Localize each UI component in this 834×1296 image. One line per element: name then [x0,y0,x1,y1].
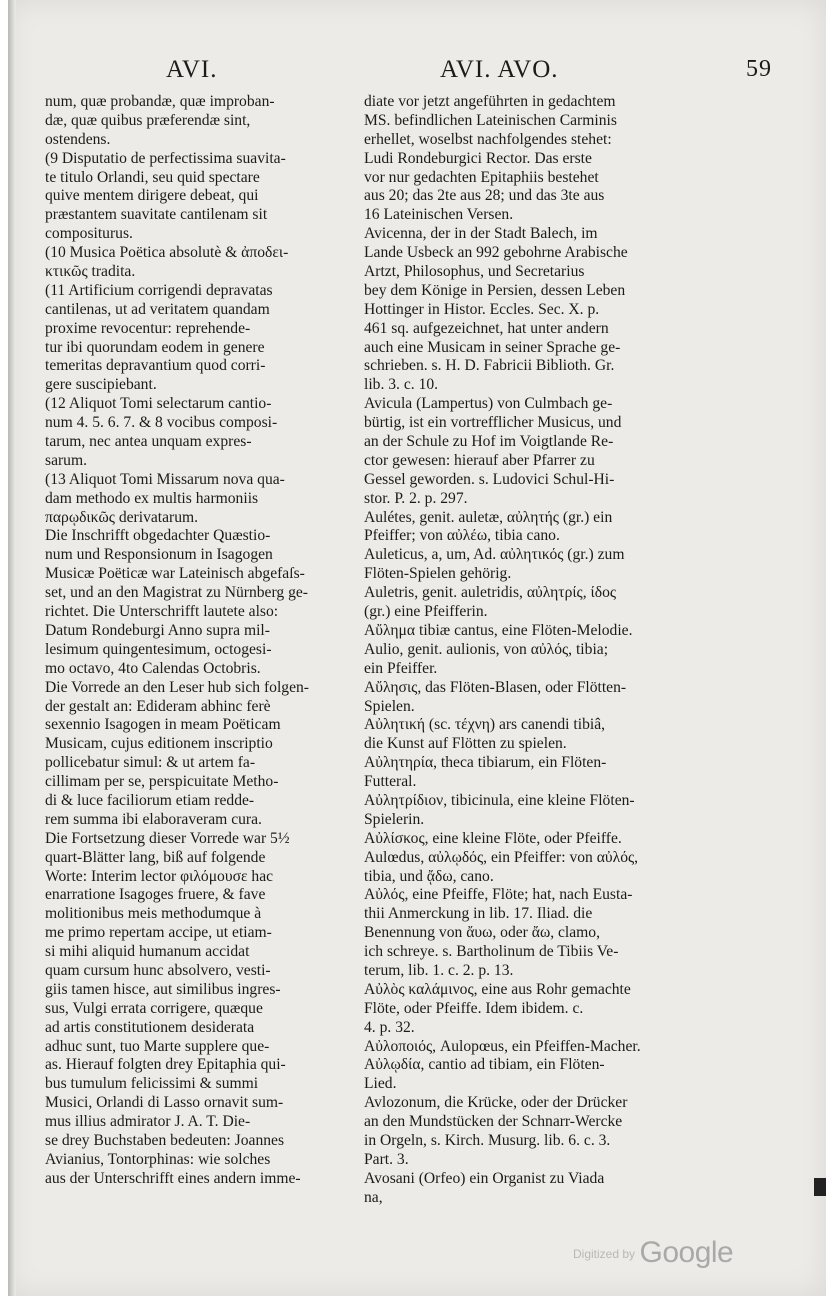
text-line: mo octavo, 4to Calendas Octobris. [45,659,261,677]
text-line: pollicebatur simul: & ut artem fa- [45,754,256,772]
text-line: Datum Rondeburgi Anno supra mil- [45,621,270,639]
text-line: (10 Musica Poëtica absolutè & ἀποδει- [45,244,289,262]
header-right-keyword: AVI. AVO. [440,56,559,83]
text-line: num 4. 5. 6. 7. & 8 vocibus composi- [45,414,278,432]
text-line: proxime revocentur: reprehende- [45,319,251,337]
text-line: Hottinger in Histor. Eccles. Sec. X. p. [364,300,600,318]
text-line: giis tamen hisce, aut similibus ingres- [45,980,281,998]
text-line: me primo repertam accipe, ut etiam- [45,924,272,942]
text-line: terum, lib. 1. c. 2. p. 13. [364,961,514,979]
text-line: quive mentem dirigere debeat, qui [45,187,259,205]
text-line: Aulétes, genit. auletæ, αὐλητής (gr.) ein [364,508,613,526]
text-line: thii Anmerckung in lib. 17. Iliad. die [364,905,593,923]
text-line: Αὐλητρίδιον, tibicinula, eine kleine Flöten- [364,791,635,809]
scan-corner-mark [814,1178,826,1196]
text-line: schrieben. s. H. D. Fabricii Biblioth. Gr. [364,357,615,375]
text-line: Musicæ Poëticæ war Lateinisch abgefaſs- [45,565,305,583]
text-line: gere suscipiebant. [45,376,157,394]
text-line: as. Hierauf folgten drey Epitaphia qui- [45,1056,286,1074]
text-line: Αὐλῳδία, cantio ad tibiam, ein Flöten- [364,1056,605,1074]
text-line: 16 Lateinischen Versen. [364,206,514,224]
text-line: dam methodo ex multis harmoniis [45,489,259,507]
text-line: Flöten-Spielen gehörig. [364,565,512,583]
text-line: ich schreye. s. Bartholinum de Tibiis Ve- [364,943,619,961]
text-line: Worte: Interim lector φιλόμουσε hac [45,867,274,885]
text-line: Αὐλοποιός, Aulopœus, ein Pfeiffen-Macher. [364,1037,641,1055]
text-line: bus tumulum felicissimi & summi [45,1075,259,1093]
text-line: (13 Aliquot Tomi Missarum nova qua- [45,470,285,488]
text-line: Αὔλησις, das Flöten-Blasen, oder Flötten- [364,678,627,696]
text-line: bürtig, ist ein vortrefflicher Musicus, und [364,414,622,432]
text-line: Spielen. [364,697,415,715]
text-line: auch eine Musicam in seiner Sprache ge- [364,338,621,356]
book-page [8,0,826,1296]
text-line: in Orgeln, s. Kirch. Musurg. lib. 6. c. 3. [364,1131,611,1149]
text-line: die Kunst auf Flötten zu spielen. [364,735,567,753]
text-line: Αὐλητική (sc. τέχνη) ars canendi tibiâ, [364,716,606,734]
text-line: ad artis constitutionem desiderata [45,1018,255,1036]
text-line: Lied. [364,1075,397,1093]
text-line: Ludi Rondeburgici Rector. Das erste [364,149,592,167]
text-line: an der Schule zu Hof im Voigtlande Re- [364,433,614,451]
text-line: lesimum quingentesimum, octogesi- [45,640,272,658]
text-line: temeritas depravantium quod corri- [45,357,266,375]
text-line: Part. 3. [364,1150,409,1168]
text-line: 461 sq. aufgezeichnet, hat unter andern [364,319,609,337]
text-line: aus 20; das 2te aus 28; und das 3te aus [364,187,605,205]
text-line: enarratione Isagoges fruere, & fave [45,886,266,904]
text-line: Die Fortsetzung dieser Vorrede war 5½ [45,829,290,847]
text-line: Avicenna, der in der Stadt Balech, im [364,225,598,243]
text-line: set, und an den Magistrat zu Nürnberg ge- [45,584,308,602]
page-gutter-shadow [8,0,16,1296]
text-line: adhuc sunt, tuo Marte supplere que- [45,1037,270,1055]
text-line: diate vor jetzt angeführten in gedachtem [364,93,616,110]
text-line: tur ibi quorundam eodem in genere [45,338,265,356]
text-line: MS. befindlichen Lateinischen Carminis [364,111,617,129]
text-line: bey dem Könige in Persien, dessen Leben [364,281,626,299]
running-header [8,56,826,96]
text-line: quam cursum hunc absolvero, vesti- [45,961,271,979]
text-line: quart-Blätter lang, biß auf folgende [45,848,266,866]
text-line: ctor gewesen: hierauf aber Pfarrer zu [364,451,595,469]
text-line: Die Inschrifft obgedachter Quæstio- [45,527,271,545]
text-line: 4. p. 32. [364,1018,415,1036]
text-line: si mihi aliquid humanum accidat [45,943,250,961]
page-number: 59 [746,56,772,82]
text-line: aus der Unterschrifft eines andern imme- [45,1169,301,1187]
text-line: mus illius admirator J. A. T. Die- [45,1113,251,1131]
text-line: Musici, Orlandi di Lasso ornavit sum- [45,1094,284,1112]
text-line: Avosani (Orfeo) ein Organist zu Viada [364,1169,605,1187]
text-line: Auletris, genit. auletridis, αὐλητρίς, ίδος [364,584,617,602]
text-line: se drey Buchstaben bedeuten: Joannes [45,1131,285,1149]
text-line: der gestalt an: Edideram abhinc ferè [45,697,271,715]
text-line: Αὐλητηρία, theca tibiarum, ein Flöten- [364,754,607,772]
text-line: num, quæ probandæ, quæ improban- [45,93,275,110]
text-line: rem summa ibi elaboraveram cura. [45,810,262,828]
text-line: sarum. [45,451,88,469]
text-line: Αὐλὸς καλάμινος, eine aus Rohr gemachte [364,980,631,998]
text-line: (9 Disputatio de perfectissima suavita- [45,149,286,167]
text-line: Spielerin. [364,810,425,828]
header-left-keyword: AVI. [166,56,218,83]
text-line: sus, Vulgi errata corrigere, quæque [45,999,263,1017]
text-line: (12 Aliquot Tomi selectarum cantio- [45,395,272,413]
text-line: an den Mundstücken der Schnarr-Wercke [364,1113,623,1131]
text-line: compositurus. [45,225,133,243]
text-line: cillimam per se, perspicuitate Metho- [45,773,279,791]
text-line: Artzt, Philosophus, und Secretarius [364,263,585,281]
text-line: Αὐλίσκος, eine kleine Flöte, oder Pfeiffe. [364,829,622,847]
text-line: ostendens. [45,130,111,148]
text-line: Futteral. [364,773,417,791]
text-line: Avicula (Lampertus) von Culmbach ge- [364,395,613,413]
text-line: erhellet, woselbst nachfolgendes stehet: [364,130,612,148]
text-line: na, [364,1188,383,1206]
text-line: Avlozonum, die Krücke, oder der Drücker [364,1094,628,1112]
text-line: lib. 3. c. 10. [364,376,439,394]
text-line: cantilenas, ut ad veritatem quandam [45,300,270,318]
text-line: Aulio, genit. aulionis, von αὐλός, tibia; [364,640,609,658]
text-line: Gessel geworden. s. Ludovici Schul-Hi- [364,470,615,488]
text-line: sexennio Isagogen in meam Poëticam [45,716,281,734]
right-text-column [364,93,666,1208]
text-line: ein Pfeiffer. [364,659,438,677]
text-line: Flöte, oder Pfeiffe. Idem ibidem. c. [364,999,584,1017]
text-line: Αὐλός, eine Pfeiffe, Flöte; hat, nach Eusta- [364,886,633,904]
text-line: παρῳδικῶς derivatarum. [45,508,199,526]
watermark-prefix: Digitized by [573,1247,636,1261]
left-text-column [45,93,361,1189]
text-line: num und Responsionum in Isagogen [45,546,273,564]
text-line: Pfeiffer; von αὐλέω, tibia cano. [364,527,560,545]
text-line: Avianius, Tontorphinas: wie solches [45,1150,271,1168]
text-line: molitionibus meis methodumque à [45,905,262,923]
text-line: vor nur gedachten Epitaphiis bestehet [364,168,599,186]
text-line: richtet. Die Unterschrifft lautete also: [45,603,279,621]
text-line: Αὔλημα tibiæ cantus, eine Flöten-Melodie. [364,621,633,639]
text-line: (gr.) eine Pfeifferin. [364,603,488,621]
text-line: Auleticus, a, um, Ad. αὐλητικός (gr.) zum [364,546,625,564]
text-line: tibia, und ᾄδω, cano. [364,867,494,885]
text-line: Benennung von ἄυω, oder ἄω, clamo, [364,924,601,942]
text-line: κτικῶς tradita. [45,263,136,281]
text-line: præstantem suavitate cantilenam sit [45,206,268,224]
text-line: Musicam, cujus editionem inscriptio [45,735,273,753]
text-line: Die Vorrede an den Leser hub sich folgen- [45,678,309,696]
text-line: (11 Artificium corrigendi depravatas [45,281,273,299]
text-line: te titulo Orlandi, seu quid spectare [45,168,260,186]
text-line: stor. P. 2. p. 297. [364,489,468,507]
text-line: Aulœdus, αὐλῳδός, ein Pfeiffer: von αὐλός, [364,848,639,866]
google-logo: Google [639,1236,734,1269]
text-line: tarum, nec antea unquam expres- [45,433,252,451]
text-line: di & luce faciliorum etiam redde- [45,791,255,809]
text-line: Lande Usbeck an 992 gebohrne Arabische [364,244,628,262]
text-line: dæ, quæ quibus præferendæ sint, [45,111,251,129]
digitized-watermark [573,1236,733,1270]
